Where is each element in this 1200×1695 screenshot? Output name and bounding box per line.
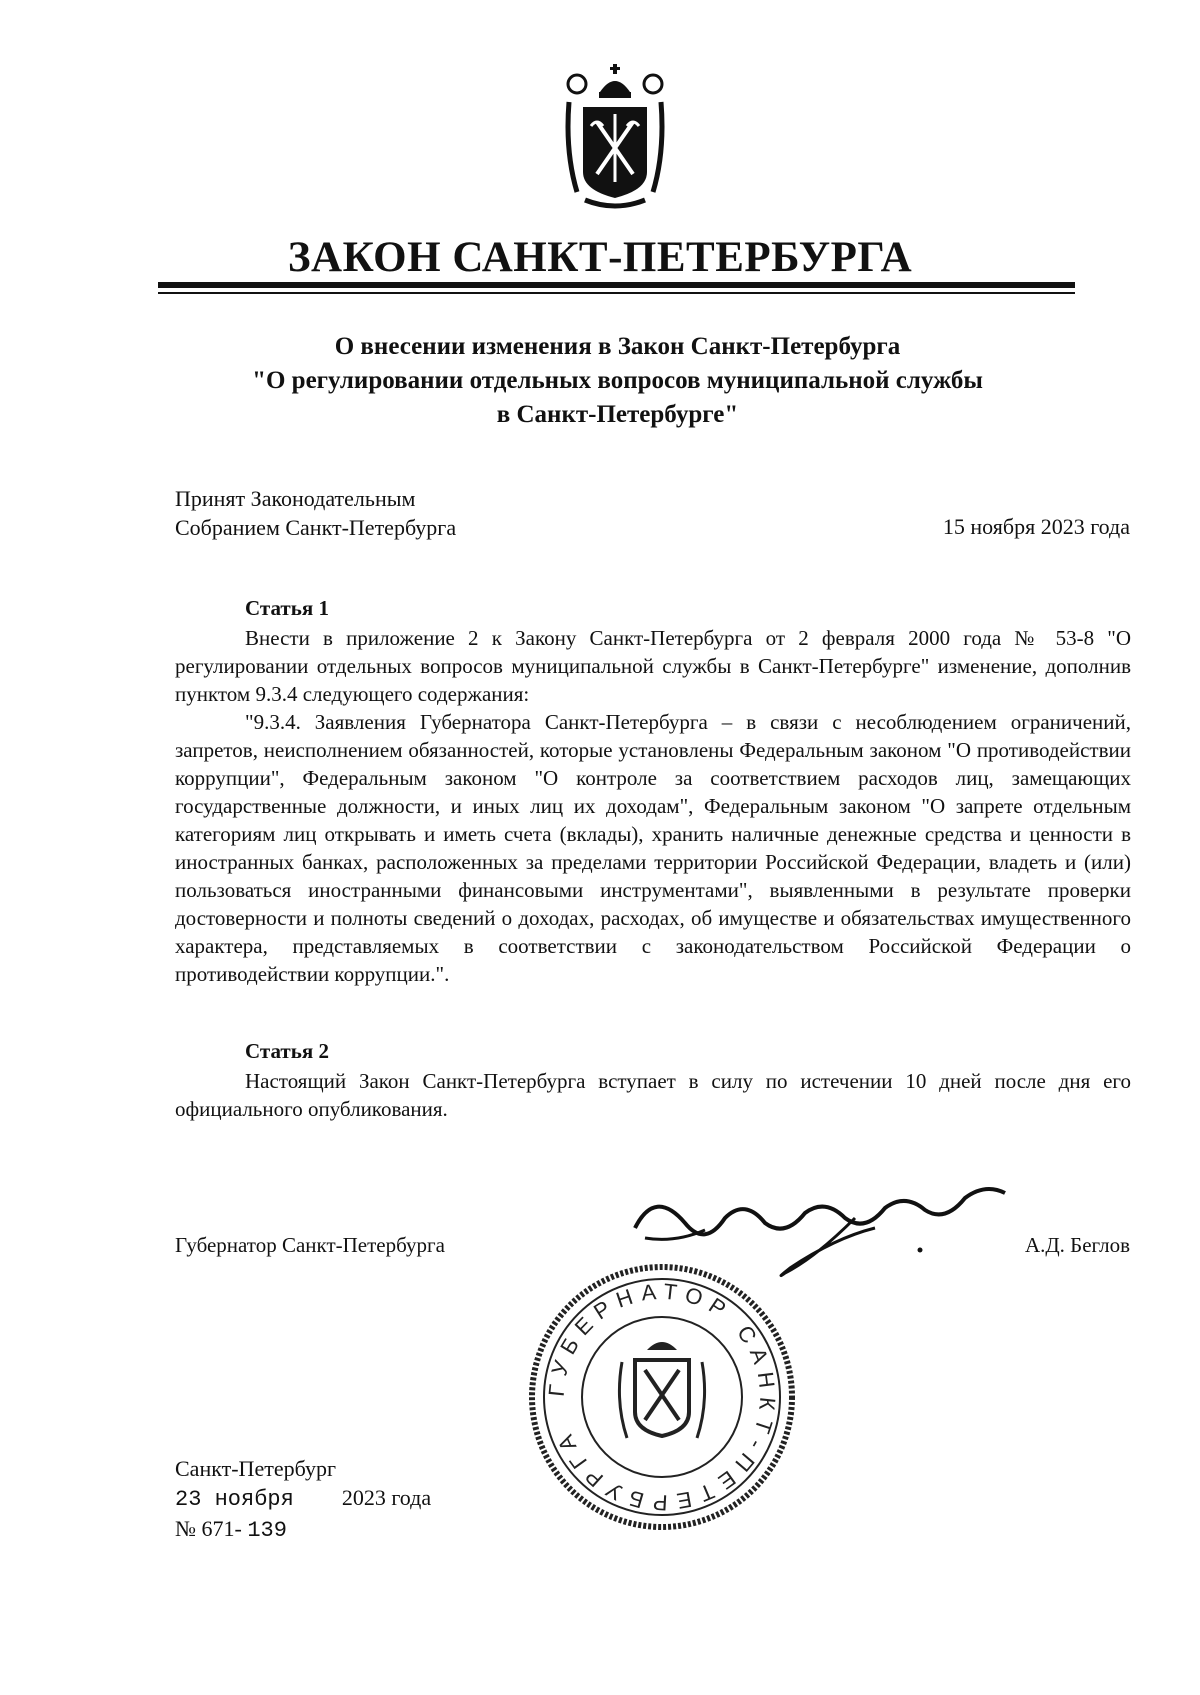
- law-number-row: [175, 1514, 431, 1545]
- signatory-position: Губернатор Санкт-Петербурга: [175, 1233, 445, 1257]
- law-number-prefix: № 671-: [175, 1516, 242, 1541]
- title-underline-thick: [158, 282, 1075, 288]
- signing-year: 2023 года: [341, 1485, 432, 1510]
- article-1-paragraph-1: Внести в приложение 2 к Закону Санкт-Петербурга от 2 февраля 2000 года № 53-8 "О регулировании отдельных вопросов муниципальной службы в Санкт-Петербурге" изменение, дополнив пунктом 9.3.4 следующего содержания:: [175, 626, 1131, 706]
- svg-text:ГУБЕРНАТОР САНКТ-ПЕТЕРБУРГА: ГУБЕРНАТОР САНКТ-ПЕТЕРБУРГА: [543, 1278, 781, 1516]
- law-number-suffix: 139: [247, 1518, 287, 1543]
- subject-line-3: в Санкт-Петербурге": [496, 401, 739, 428]
- signatory-name: А.Д. Беглов: [1024, 1233, 1130, 1257]
- adoption-line-2: Собранием Санкт-Петербурга: [175, 515, 457, 540]
- subject-line-1: О внесении изменения в Закон Санкт-Петербурга: [334, 333, 901, 360]
- article-1-heading: Статья 1: [245, 596, 329, 620]
- adoption-date: 15 ноября 2023 года: [942, 514, 1130, 539]
- article-1: [175, 594, 1131, 988]
- subject-line-2: "О регулировании отдельных вопросов муниципальной службы: [252, 367, 983, 394]
- signing-date-row: [175, 1483, 431, 1514]
- adoption-line-1: Принят Законодательным: [175, 486, 416, 511]
- article-2-paragraph-1: Настоящий Закон Санкт-Петербурга вступает в силу по истечении 10 дней после дня его официального опубликования.: [175, 1069, 1131, 1121]
- signing-day-month: 23 ноября: [175, 1487, 294, 1512]
- law-title: ЗАКОН САНКТ-ПЕТЕРБУРГА: [287, 234, 913, 281]
- law-subject: [160, 330, 1075, 432]
- article-1-paragraph-2: "9.3.4. Заявления Губернатора Санкт-Петербурга – в связи с несоблюдением ограничений, запретов, неисполнением обязанностей, которые установлены Федеральным законом "О противодействии коррупции", Федеральным законом "О контроле за соответствием расходов лиц, замещающих государственные должности, и иных лиц их доходам", Федеральным законом "О запрете отдельным категориям лиц открывать и иметь счета (вклады), хранить наличные денежные средства и ценности в иностранных банках, расположенных за пределами территории Российской Федерации, владеть и (или) пользоваться иностранными финансовыми инструментами", выявленными в результате проверки достоверности и полноты сведений о доходах, расходах, об имуществе и обязательствах имущественного характера, представляемых в соответствии с законодательством Российской Федерации о противодействии коррупции.".: [175, 710, 1131, 986]
- official-seal: [527, 1262, 797, 1532]
- seal-emblem-icon: [619, 1342, 704, 1438]
- title-underline-thin: [158, 292, 1075, 294]
- signing-city: Санкт-Петербург: [175, 1456, 336, 1481]
- article-2-heading: Статья 2: [245, 1039, 329, 1063]
- signing-details: [175, 1454, 431, 1545]
- adoption-statement: [175, 484, 456, 542]
- coat-of-arms-icon: [555, 62, 675, 212]
- article-2: [175, 1037, 1131, 1123]
